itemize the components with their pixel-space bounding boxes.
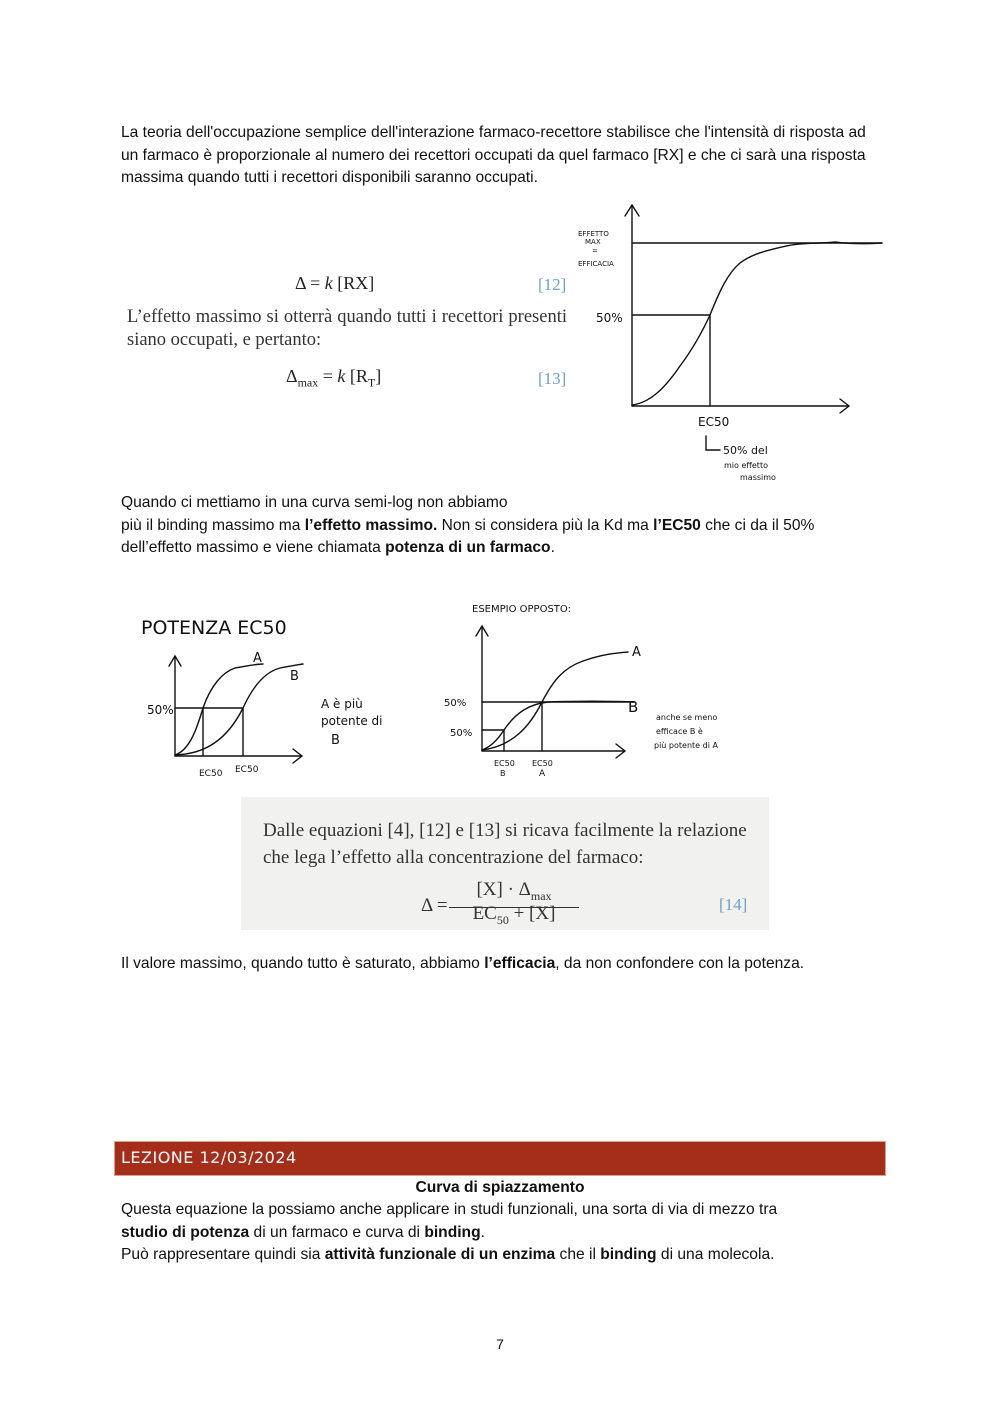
equation-number-12: [12] bbox=[538, 275, 567, 294]
note-line-2: mio effetto bbox=[724, 461, 768, 470]
equation-number-14: [14] bbox=[719, 895, 748, 914]
note-line-3: più potente di A bbox=[654, 741, 718, 750]
sketch-title-esempio: ESEMPIO OPPOSTO: bbox=[472, 604, 571, 615]
label-fifty-percent-b: 50% bbox=[450, 728, 473, 739]
section-paragraph: Questa equazione la possiamo anche applicare in studi funzionali, una sorta di via di mezzo tra studio di potenza di un farmaco e curva di binding. Può rappresentare quindi sia attività funzionale di un enzima che il binding di una molecola. bbox=[121, 1201, 778, 1263]
equation-14-denominator: $EC_{50} + [X]$ bbox=[472, 903, 556, 927]
sketch-title-potenza: POTENZA EC50 bbox=[141, 617, 287, 639]
label-ec50-a-letter: A bbox=[539, 769, 546, 779]
label-ec50-b-letter: B bbox=[500, 769, 506, 778]
note-line-3: B bbox=[331, 733, 340, 748]
equation-14-lhs: Δ = bbox=[421, 895, 448, 916]
curve-a-label: A bbox=[253, 651, 262, 666]
label-ec50-a: EC50 bbox=[532, 759, 553, 768]
label-fifty-percent: 50% bbox=[596, 311, 623, 325]
curve-a-label: A bbox=[632, 645, 641, 660]
curve-b bbox=[175, 664, 303, 755]
paragraph-semilog: Quando ci mettiamo in una curva semi-log non abbiamo più il binding massimo ma l’effetto massimo. Non si considera più la Kd ma l’EC50 che ci da il 50% dell’effetto massimo e viene chiamata potenza di un farmaco. bbox=[121, 494, 815, 556]
equation-12: Δ = k [RX] bbox=[295, 273, 375, 293]
sketch-dose-response-curve bbox=[570, 198, 890, 490]
curve-a bbox=[175, 664, 263, 755]
note-line-1: anche se meno bbox=[656, 713, 718, 722]
equation-13: $\Delta_{max} = k$ $[R_T]$ bbox=[286, 366, 382, 390]
equation-14-numerator: $[X] \cdot \Delta_{max}$ bbox=[449, 879, 579, 908]
sigmoid-curve bbox=[632, 242, 882, 405]
intro-paragraph: La teoria dell'occupazione semplice dell'interazione farmaco-recettore stabilisce che l'intensità di risposta ad un farmaco è proporzionale al numero dei recettori occupati da quel farmaco [RX] e che ci sarà una risposta massima quando tutti i recettori disponibili saranno occupati. bbox=[121, 124, 866, 186]
book-excerpt-eq14 bbox=[241, 797, 769, 930]
book-text-max-effect: L’effetto massimo si otterrà quando tutti i recettori presenti siano occupati, e pertanto: bbox=[127, 307, 567, 350]
label-fifty-percent-a: 50% bbox=[444, 698, 467, 709]
section-heading: Curva di spiazzamento bbox=[415, 1179, 585, 1196]
label-equals: = bbox=[592, 247, 598, 255]
label-ec50: EC50 bbox=[698, 415, 730, 429]
curve-b-label: B bbox=[290, 669, 299, 684]
book-text-relation: Dalle equazioni [4], [12] e [13] si ricava facilmente la relazione che lega l’effetto alla concentrazione del farmaco: bbox=[263, 820, 747, 868]
sketch-opposite-example bbox=[438, 596, 758, 786]
note-line-1: 50% del bbox=[723, 444, 768, 457]
curve-b-label: B bbox=[628, 698, 639, 716]
label-effetto: EFFETTO bbox=[578, 230, 609, 238]
label-efficacia: EFFICACIA bbox=[578, 260, 614, 268]
note-arrow bbox=[706, 436, 720, 450]
note-line-1: A è più bbox=[321, 697, 363, 711]
note-line-2: efficace B è bbox=[656, 727, 703, 736]
paragraph-efficacia: Il valore massimo, quando tutto è saturato, abbiamo l’efficacia, da non confondere con la potenza. bbox=[121, 955, 805, 972]
sketch-potency-ec50 bbox=[135, 600, 405, 785]
lesson-banner bbox=[114, 1141, 886, 1176]
label-fifty-percent: 50% bbox=[147, 703, 174, 717]
lesson-banner-title: LEZIONE 12/03/2024 bbox=[121, 1148, 297, 1167]
label-max: MAX bbox=[585, 238, 601, 246]
note-line-2: potente di bbox=[321, 714, 383, 728]
label-ec50-b: EC50 bbox=[235, 765, 259, 775]
label-ec50-a: EC50 bbox=[199, 769, 223, 779]
note-line-3: massimo bbox=[740, 473, 776, 482]
page-number: 7 bbox=[496, 1336, 504, 1352]
equation-number-13: [13] bbox=[538, 369, 567, 388]
label-ec50-b: EC50 bbox=[494, 759, 515, 768]
